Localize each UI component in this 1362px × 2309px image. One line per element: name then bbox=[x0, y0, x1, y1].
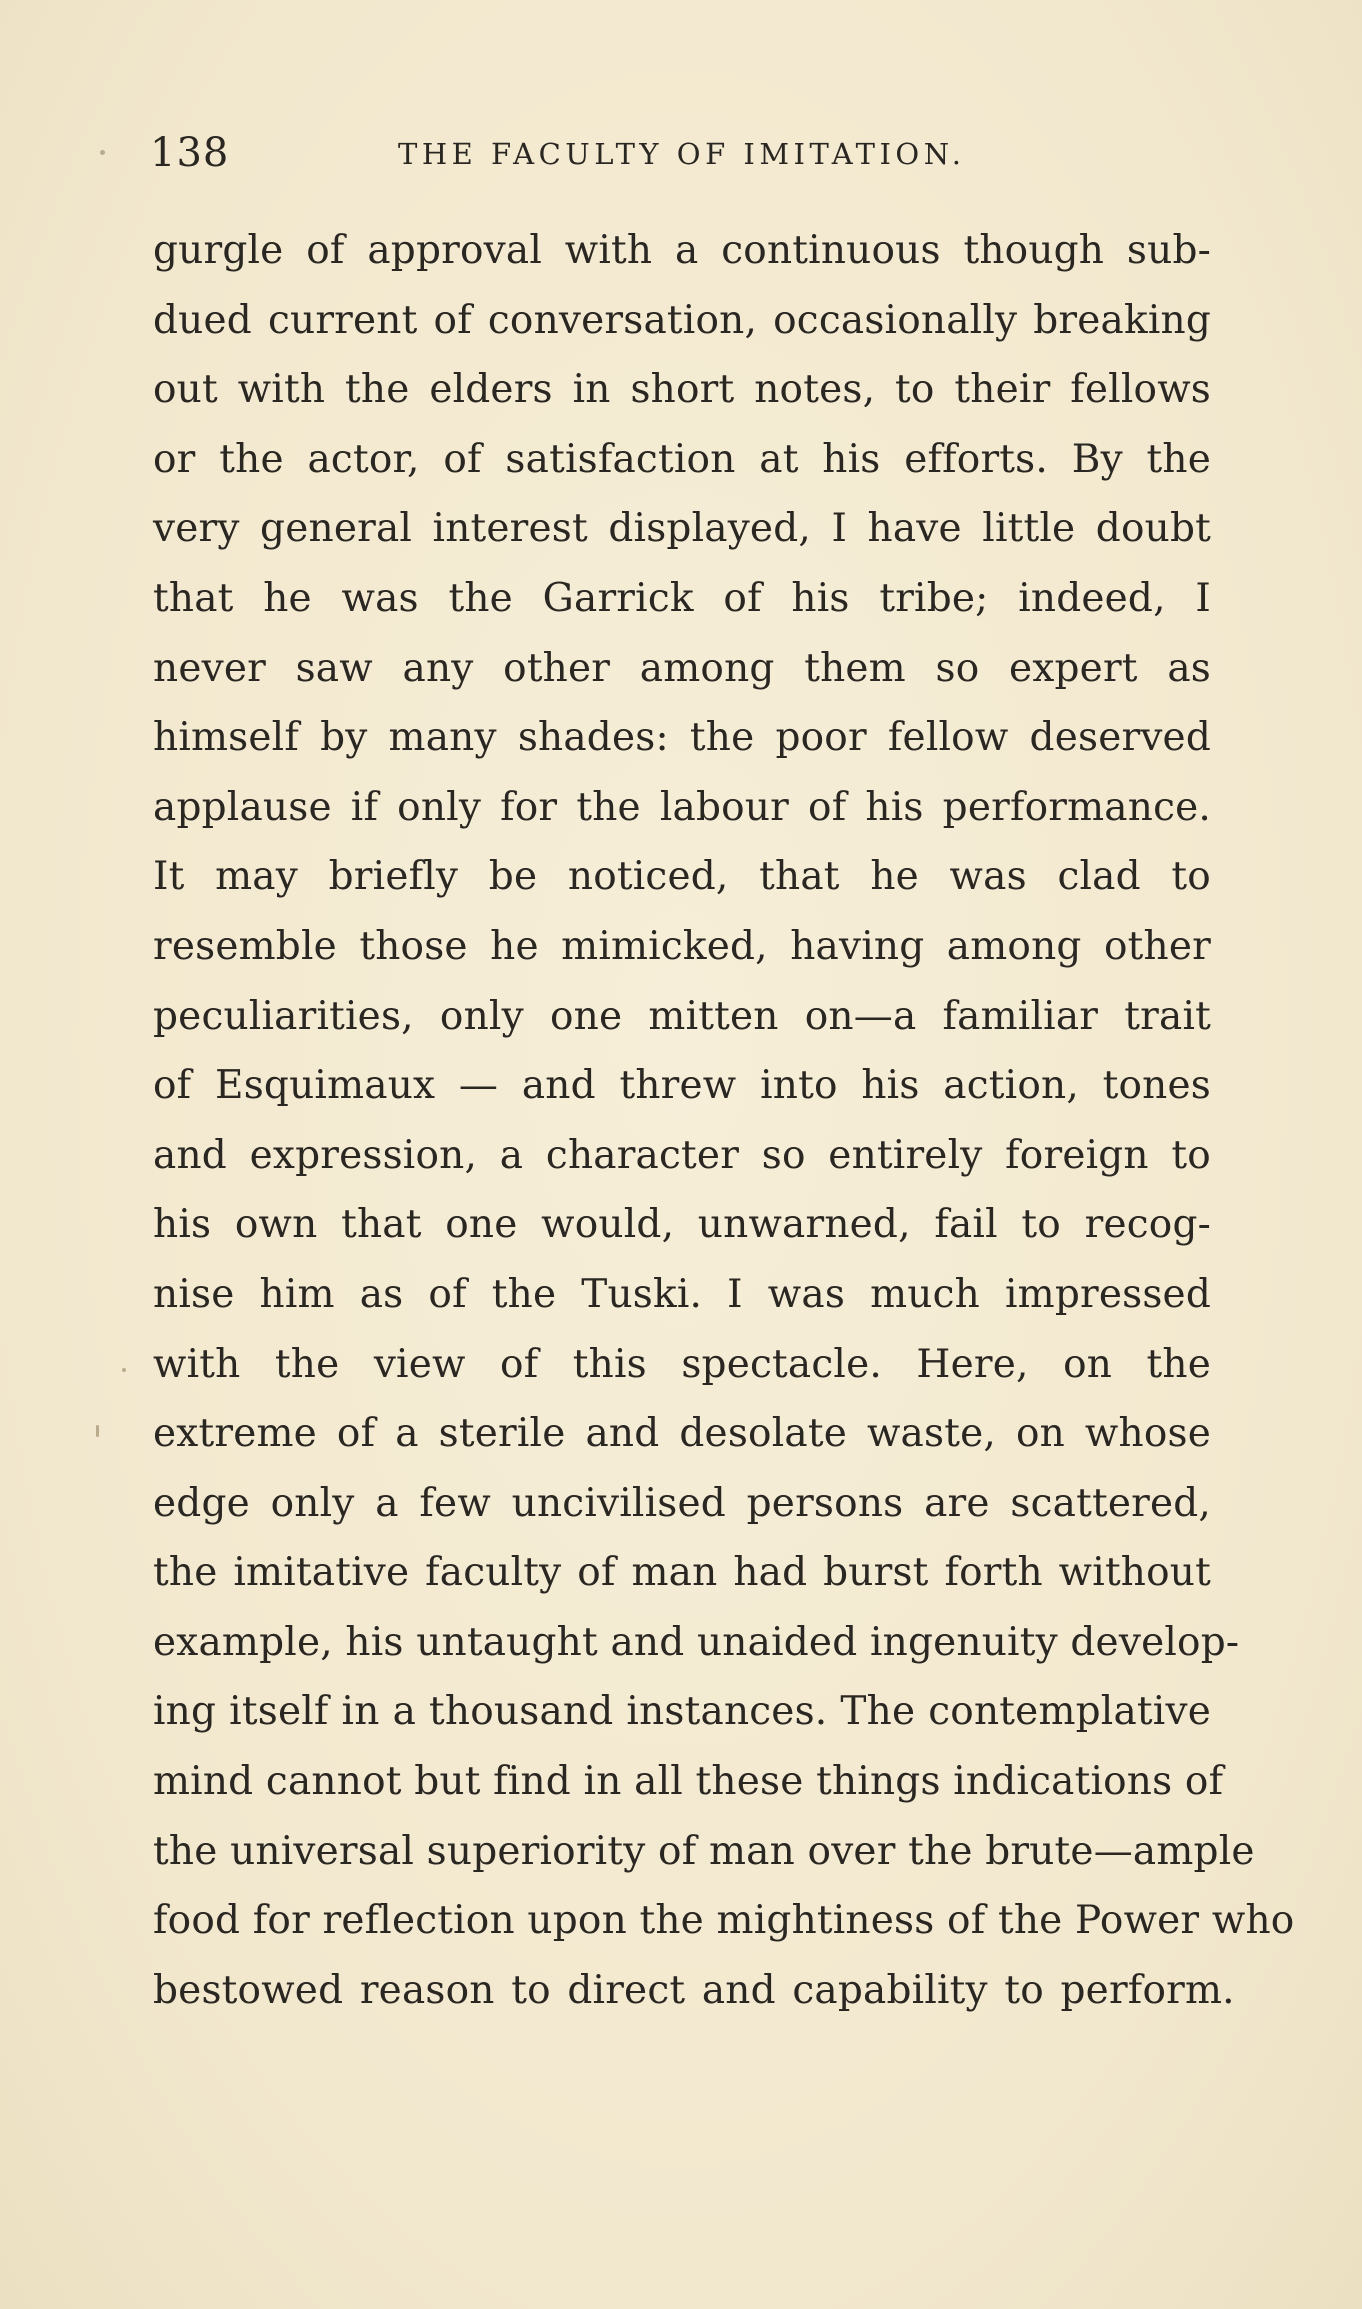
text-line: example, his untaught and unaided ingenuity develop- bbox=[153, 1619, 1240, 1665]
text-line: peculiarities, only one mitten on—a familiar trait bbox=[153, 993, 1211, 1039]
text-line: the imitative faculty of man had burst forth without bbox=[153, 1550, 1211, 1596]
paper-speck bbox=[96, 1425, 99, 1437]
text-line: food for reflection upon the mightiness of the Power who bbox=[153, 1898, 1295, 1944]
text-line: the universal superiority of man over the brute—ample bbox=[153, 1828, 1255, 1874]
text-line: of Esquimaux — and threw into his action, tones bbox=[153, 1063, 1211, 1109]
text-line: and expression, a character so entirely foreign to bbox=[153, 1132, 1211, 1178]
running-title: THE FACULTY OF IMITATION. bbox=[398, 137, 966, 171]
text-line-last: bestowed reason to direct and capability to perform. bbox=[153, 1967, 1235, 2013]
text-line: with the view of this spectacle. Here, on the bbox=[153, 1341, 1211, 1387]
text-line: extreme of a sterile and desolate waste, on whose bbox=[153, 1411, 1211, 1457]
text-line: or the actor, of satisfaction at his efforts. By the bbox=[153, 436, 1211, 482]
text-line: himself by many shades: the poor fellow deserved bbox=[153, 715, 1211, 761]
text-line: his own that one would, unwarned, fail to recog- bbox=[153, 1202, 1211, 1248]
body-text bbox=[153, 216, 1295, 2025]
paper-speck bbox=[122, 1368, 126, 1372]
paper-speck bbox=[100, 150, 105, 155]
text-line: very general interest displayed, I have little doubt bbox=[153, 506, 1211, 552]
page-number: 138 bbox=[150, 130, 230, 176]
text-line: dued current of conversation, occasionally breaking bbox=[153, 297, 1211, 343]
running-head bbox=[150, 128, 1210, 178]
text-line: applause if only for the labour of his performance. bbox=[153, 784, 1211, 830]
text-line: resemble those he mimicked, having among other bbox=[153, 923, 1211, 969]
text-line: nise him as of the Tuski. I was much impressed bbox=[153, 1271, 1211, 1317]
text-line: that he was the Garrick of his tribe; indeed, I bbox=[153, 575, 1211, 621]
text-line: It may briefly be noticed, that he was clad to bbox=[153, 854, 1211, 900]
text-line: edge only a few uncivilised persons are scattered, bbox=[153, 1480, 1211, 1526]
text-line: mind cannot but find in all these things indications of bbox=[153, 1759, 1224, 1805]
text-line: gurgle of approval with a continuous though sub- bbox=[153, 228, 1211, 273]
text-line: never saw any other among them so expert as bbox=[153, 645, 1211, 691]
text-line: out with the elders in short notes, to their fellows bbox=[153, 367, 1211, 413]
text-line: ing itself in a thousand instances. The contemplative bbox=[153, 1689, 1211, 1735]
